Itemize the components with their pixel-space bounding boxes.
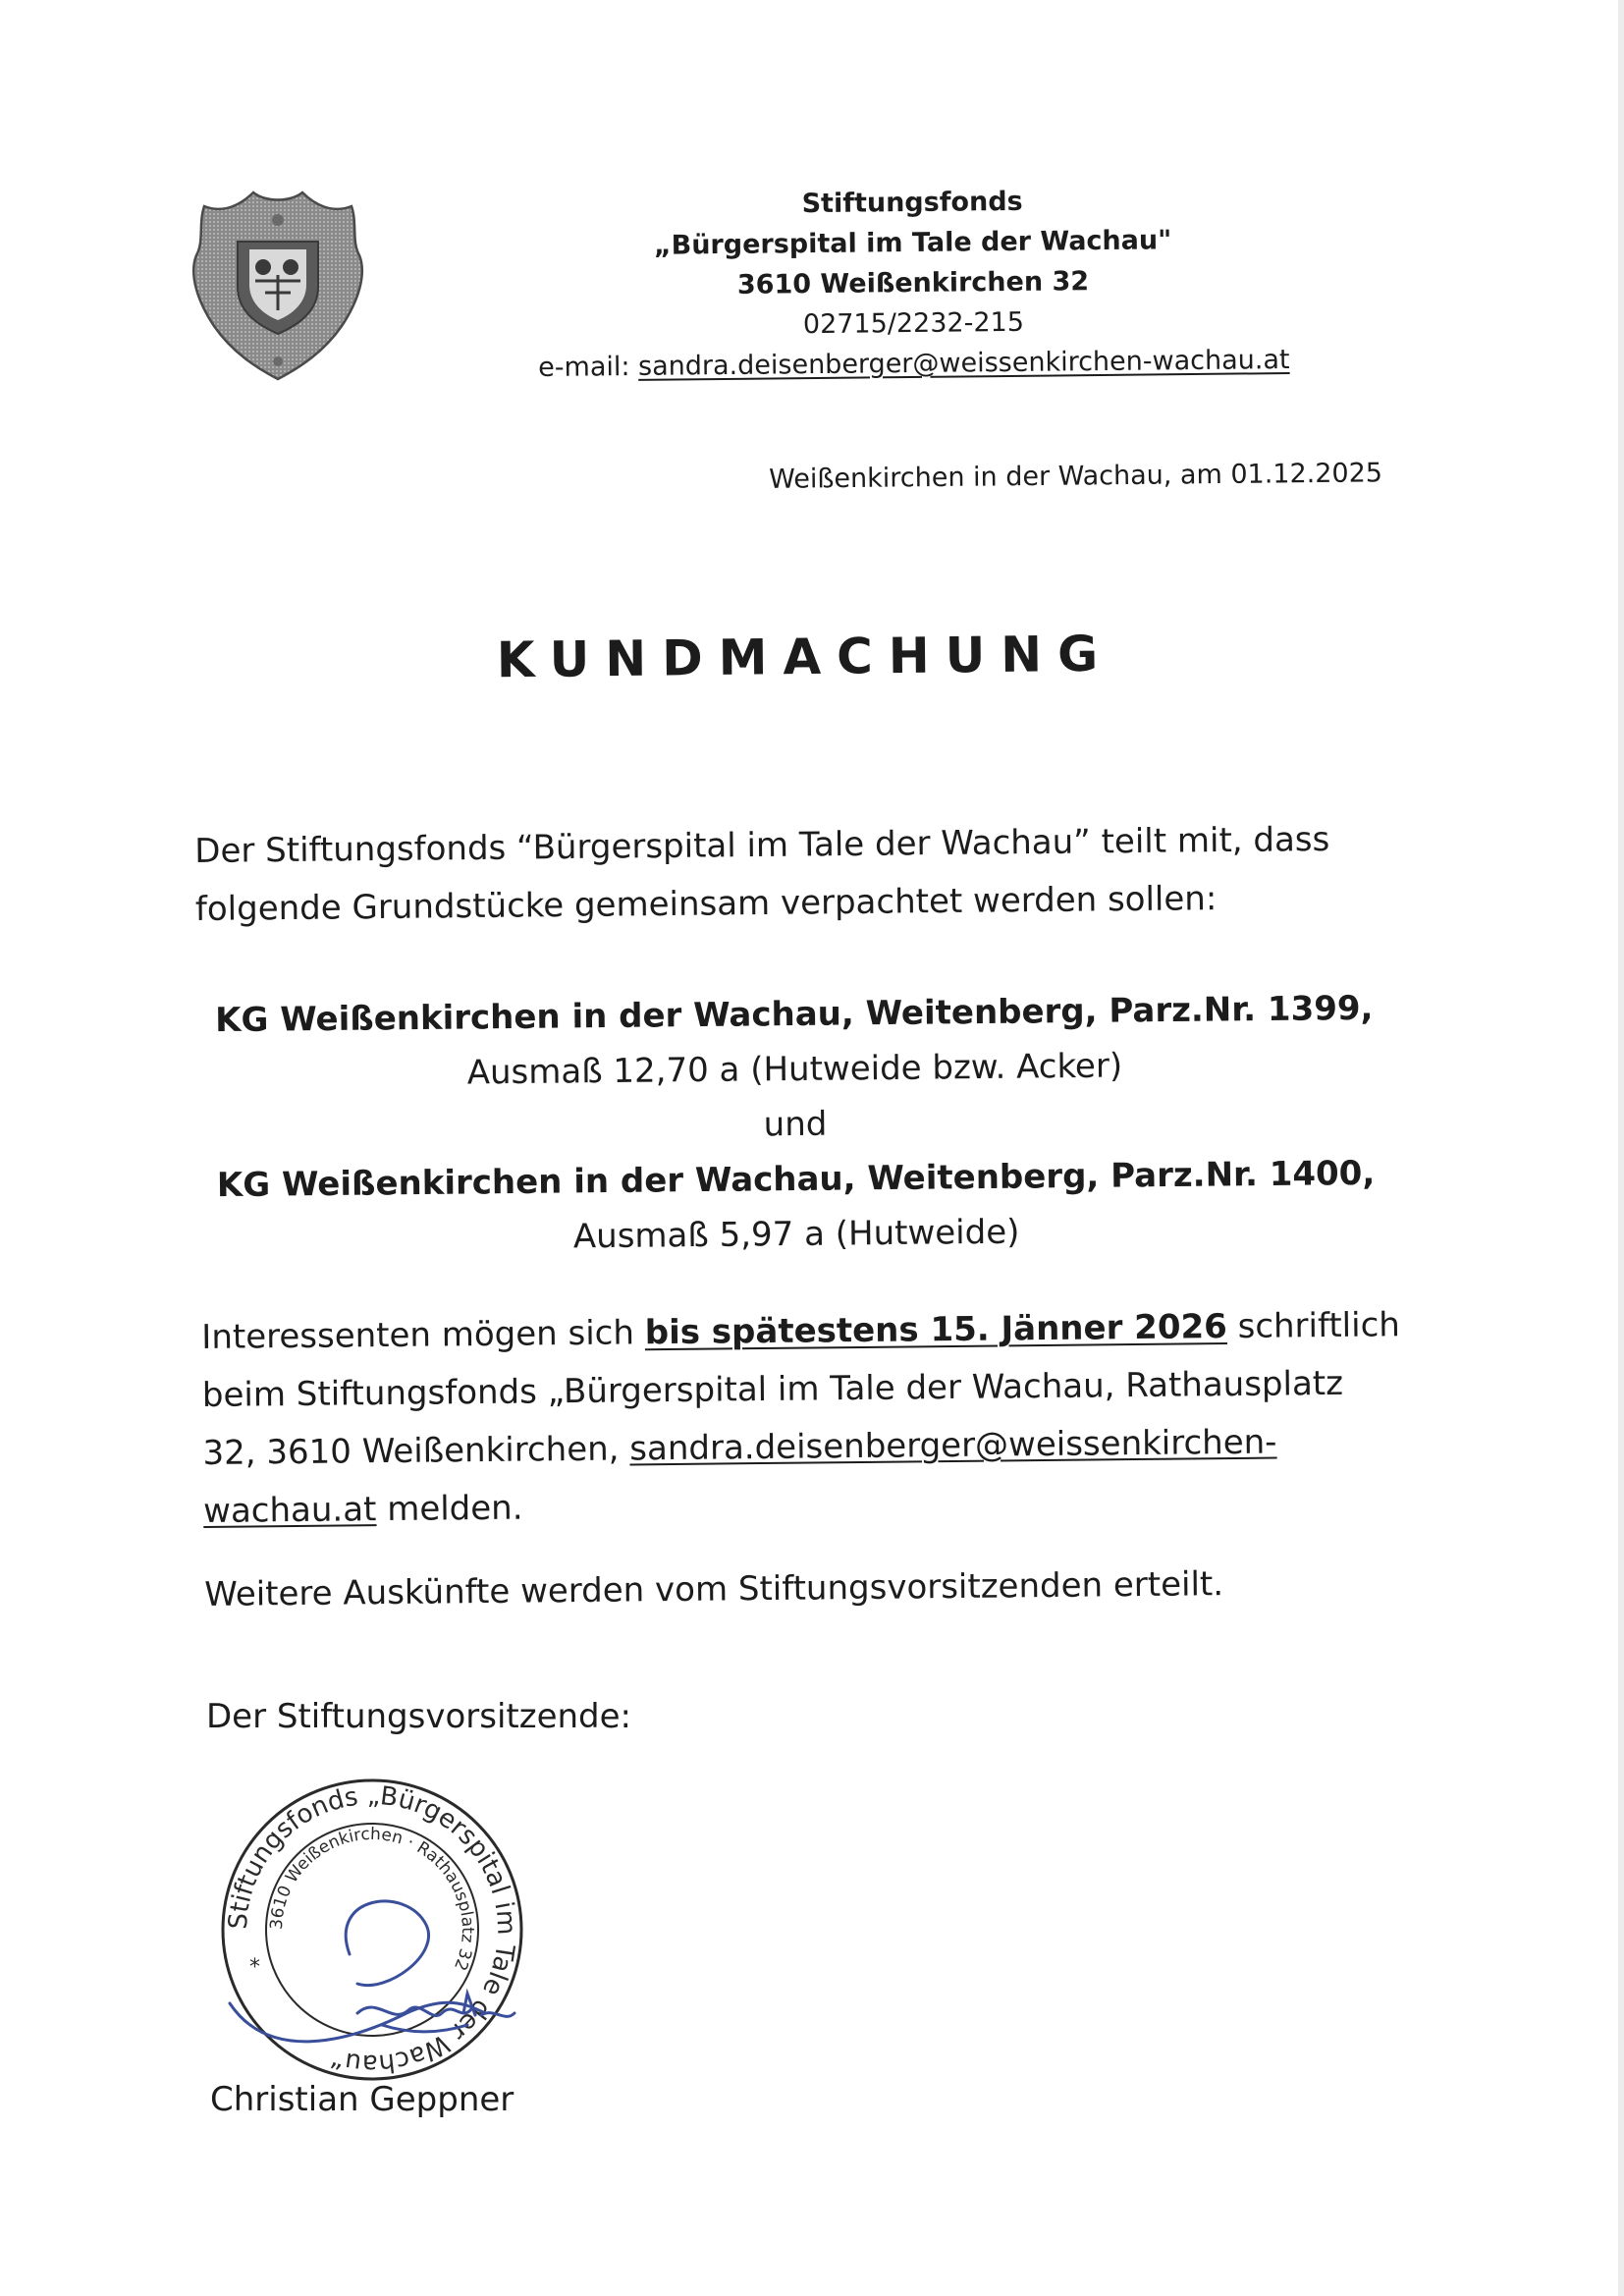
org-email-line bbox=[512, 340, 1317, 389]
further-info: Weitere Auskünfte werden vom Stiftungsvorsitzenden erteilt. bbox=[204, 1564, 1224, 1614]
chair-title: Der Stiftungsvorsitzende: bbox=[206, 1697, 632, 1736]
signer-name: Christian Geppner bbox=[210, 2080, 514, 2119]
deadline: bis spätestens 15. Jänner 2026 bbox=[644, 1307, 1228, 1353]
intro-paragraph bbox=[194, 810, 1433, 939]
intro-line-2: folgende Grundstücke gemeinsam verpachtet werden sollen: bbox=[194, 879, 1218, 929]
contact-email-link-cont[interactable]: wachau.at bbox=[202, 1490, 377, 1531]
parcel-connector: und bbox=[763, 1104, 828, 1145]
stamp-outer-text: Stiftungsfonds „Bürgerspital im Tale der Wachau“ bbox=[223, 1780, 521, 2079]
stamp-inner-text: 3610 Weißenkirchen · Rathausplatz 32 bbox=[266, 1824, 478, 1974]
contact-email-link[interactable]: sandra.deisenberger@weissenkirchen- bbox=[629, 1422, 1277, 1469]
official-stamp bbox=[210, 1768, 534, 2092]
parcel-list bbox=[195, 981, 1396, 1269]
intro-line-1: Der Stiftungsfonds “Bürgerspital im Tale der Wachau” teilt mit, dass bbox=[194, 819, 1330, 871]
document-title: KUNDMACHUNG bbox=[496, 625, 1114, 689]
parcel-1-title: KG Weißenkirchen in der Wachau, Weitenberg, Parz.Nr. 1399, bbox=[214, 988, 1374, 1041]
org-full-name: „Bürgerspital im Tale der Wachau" bbox=[653, 225, 1172, 261]
date-line: Weißenkirchen in der Wachau, am 01.12.2025 bbox=[769, 458, 1383, 495]
contact-text: melden. bbox=[376, 1488, 523, 1530]
contact-text: Interessenten mögen sich bbox=[201, 1313, 645, 1357]
org-name: Stiftungsfonds bbox=[801, 186, 1023, 220]
org-email-link[interactable]: sandra.deisenberger@weissenkirchen-wachau.at bbox=[637, 344, 1290, 382]
letterhead bbox=[510, 179, 1317, 389]
star-icon: * bbox=[249, 1955, 260, 1980]
parcel-2-detail: Ausmaß 5,97 a (Hutweide) bbox=[572, 1212, 1020, 1257]
contact-text: 32, 3610 Weißenkirchen, bbox=[202, 1429, 630, 1473]
contact-text: schriftlich bbox=[1226, 1305, 1401, 1347]
contact-line-2: beim Stiftungsfonds „Bürgerspital im Tale der Wachau, Rathausplatz bbox=[201, 1363, 1344, 1415]
parcel-1-detail: Ausmaß 12,70 a (Hutweide bzw. Acker) bbox=[466, 1046, 1123, 1093]
email-label: e-mail: bbox=[538, 351, 639, 384]
org-address: 3610 Weißenkirchen 32 bbox=[736, 266, 1090, 301]
scan-edge bbox=[1618, 0, 1624, 2296]
contact-paragraph bbox=[201, 1295, 1470, 1540]
org-phone: 02715/2232-215 bbox=[802, 306, 1025, 341]
coat-of-arms-icon bbox=[185, 185, 371, 383]
contact-line-4 bbox=[203, 1469, 1471, 1541]
parcel-2-title: KG Weißenkirchen in der Wachau, Weitenberg, Parz.Nr. 1400, bbox=[216, 1153, 1376, 1206]
